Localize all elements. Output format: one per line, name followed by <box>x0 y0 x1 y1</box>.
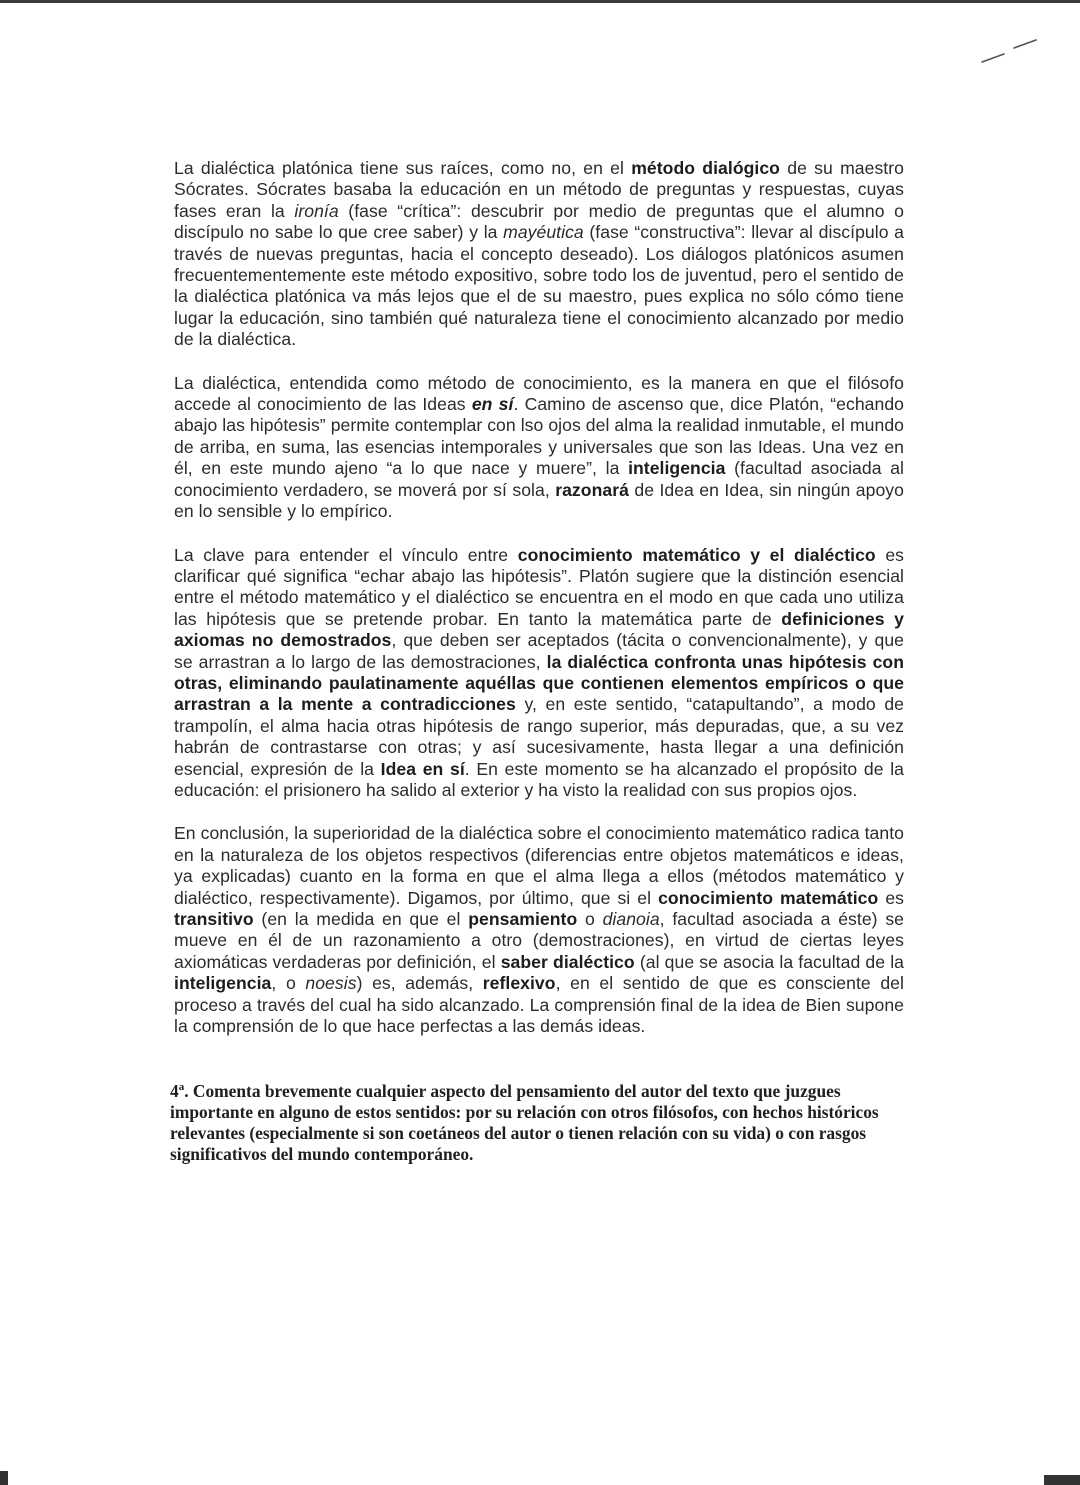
text-segment: , en el sentido de que es consciente del proceso a través del cual ha sido alcanzado. La comprensión final de la idea de Bien supone la comprensión de lo que hace perfectas a las demás ideas. <box>174 973 904 1037</box>
document-body <box>170 158 905 1165</box>
paragraph-dialectic-definition <box>174 373 904 523</box>
exam-question-4 <box>170 1081 900 1165</box>
text-segment: , que deben ser aceptados (tácita o convencionalmente), y que se arrastran a lo largo de las demostraciones, <box>174 630 904 672</box>
text-segment: conocimiento matemático <box>658 887 879 908</box>
text-segment: La dialéctica platónica tiene sus raíces, como no, en el <box>174 158 632 178</box>
text-segment: Idea en sí <box>380 758 465 779</box>
text-segment: La clave para entender el vínculo entre <box>174 544 518 565</box>
text-segment: inteligencia <box>174 973 272 994</box>
text-segment: ) es, además, <box>356 973 483 994</box>
text-segment: de su maestro Sócrates. Sócrates basaba la educación en un método de preguntas y respuestas, cuyas fases eran la <box>174 158 904 221</box>
text-segment: , facultad asociada a éste) se mueve en él de un razonamiento a otro (demostraciones), en virtud de ciertas leyes axiomáticas verdaderas por definición, el <box>174 909 905 972</box>
text-segment: de Idea en Idea, sin ningún apoyo en lo sensible y lo empírico. <box>174 479 904 522</box>
scan-corner-mark-right <box>1044 1475 1080 1485</box>
question-ordinal: a <box>178 1081 185 1094</box>
text-segment: . En este momento se ha alcanzado el propósito de la educación: el prisionero ha salido al exterior y ha visto la realidad con sus propios ojos. <box>174 758 905 800</box>
text-segment: (facultad asociada al conocimiento verdadero, se moverá por sí sola, <box>174 458 904 500</box>
text-segment: , o <box>271 973 306 994</box>
text-segment: (en la medida en que el <box>253 909 469 929</box>
text-segment: noesis <box>305 973 357 994</box>
text-segment: En conclusión, la superioridad de la dialéctica sobre el conocimiento matemático radica tanto en la naturaleza de los objetos respectivos (diferencias entre objetos matemáticos e ideas, ya explicadas) cuanto en la forma en que el alma llega a ellos (métodos matemático y dialéctico, respectivamente). Digamos, por último, que si el <box>174 823 904 908</box>
scan-corner-mark-left <box>0 1471 8 1485</box>
text-segment: (fase “constructiva”: llevar al discípulo a través de nuevas preguntas, hacia el concepto deseado). Los diálogos platónicos asumen frecuentementemente este método expositivo, sobre todo los de juventud, pero el sentido de la dialéctica platónica va más lejos que el de su maestro, pues explica no sólo cómo tiene lugar la educación, sino también qué naturaleza tiene el conocimiento alcanzado por medio de la dialéctica. <box>174 222 904 350</box>
text-segment: o <box>577 909 603 929</box>
text-segment: (fase “crítica”: descubrir por medio de preguntas que el alumno o discípulo no sabe lo que cree saber) y la <box>174 200 904 243</box>
pen-mark-icon <box>980 36 1040 66</box>
text-segment: la dialéctica confronta unas hipótesis con otras, eliminando paulatinamente aquéllas que contienen elementos empíricos o que arrastran a la mente a contradicciones <box>174 651 904 715</box>
paragraph-socratic-method <box>174 158 904 351</box>
text-segment: ironía <box>294 200 339 221</box>
paragraph-conclusion <box>174 823 904 1037</box>
text-segment: saber dialéctico <box>500 951 635 972</box>
text-segment: conocimiento matemático y el dialéctico <box>517 544 876 565</box>
text-segment: . Camino de ascenso que, dice Platón, “echando abajo las hipótesis” permite contemplar con lso ojos del alma la realidad inmutable, el mundo de arriba, en suma, las esencias intemporales y universales que son las Ideas. Una vez en él, en este mundo ajeno “a lo que nace y muere”, la <box>174 394 905 479</box>
text-segment: (al que se asocia la facultad de la <box>634 951 904 972</box>
text-segment: en sí <box>471 394 514 415</box>
text-segment: método dialógico <box>631 158 780 178</box>
text-segment: razonará <box>555 479 629 500</box>
text-segment: inteligencia <box>628 458 726 479</box>
text-segment: reflexivo <box>482 973 556 994</box>
text-segment: transitivo <box>174 909 254 929</box>
text-segment: es <box>878 887 905 908</box>
question-text: . Comenta brevemente cualquier aspecto del pensamiento del autor del texto que juzgues importante en alguno de estos sentidos: por su relación con otros filósofos, con hechos históricos relevantes (especialmente si son coetáneos del autor o tienen relación con su vida) o con rasgos significativos del mundo contemporáneo. <box>170 1081 879 1165</box>
text-segment: definiciones y axiomas no demostrados <box>174 608 904 651</box>
text-segment: mayéutica <box>503 222 584 243</box>
question-number: 4 <box>170 1081 179 1102</box>
text-segment: pensamiento <box>468 909 578 929</box>
text-segment: y, en este sentido, “catapultando”, a modo de trampolín, el alma hacia otras hipótesis de rango superior, más depuradas, que, a su vez habrán de contrastarse con otras; y así sucesivamente, hasta llegar a una definición esencial, expresión de la <box>174 694 904 779</box>
text-segment: es clarificar qué significa “echar abajo las hipótesis”. Platón sugiere que la distinción esencial entre el método matemático y el dialéctico se encuentra en el modo en que cada uno utiliza las hipótesis que se pretende probar. En tanto la matemática parte de <box>174 544 905 629</box>
text-segment: dianoia <box>602 909 660 929</box>
text-segment: La dialéctica, entendida como método de conocimiento, es la manera en que el filósofo accede al conocimiento de las Ideas <box>174 372 904 415</box>
scan-top-edge <box>0 0 1080 3</box>
paragraph-mathematics-vs-dialectic <box>174 545 904 802</box>
